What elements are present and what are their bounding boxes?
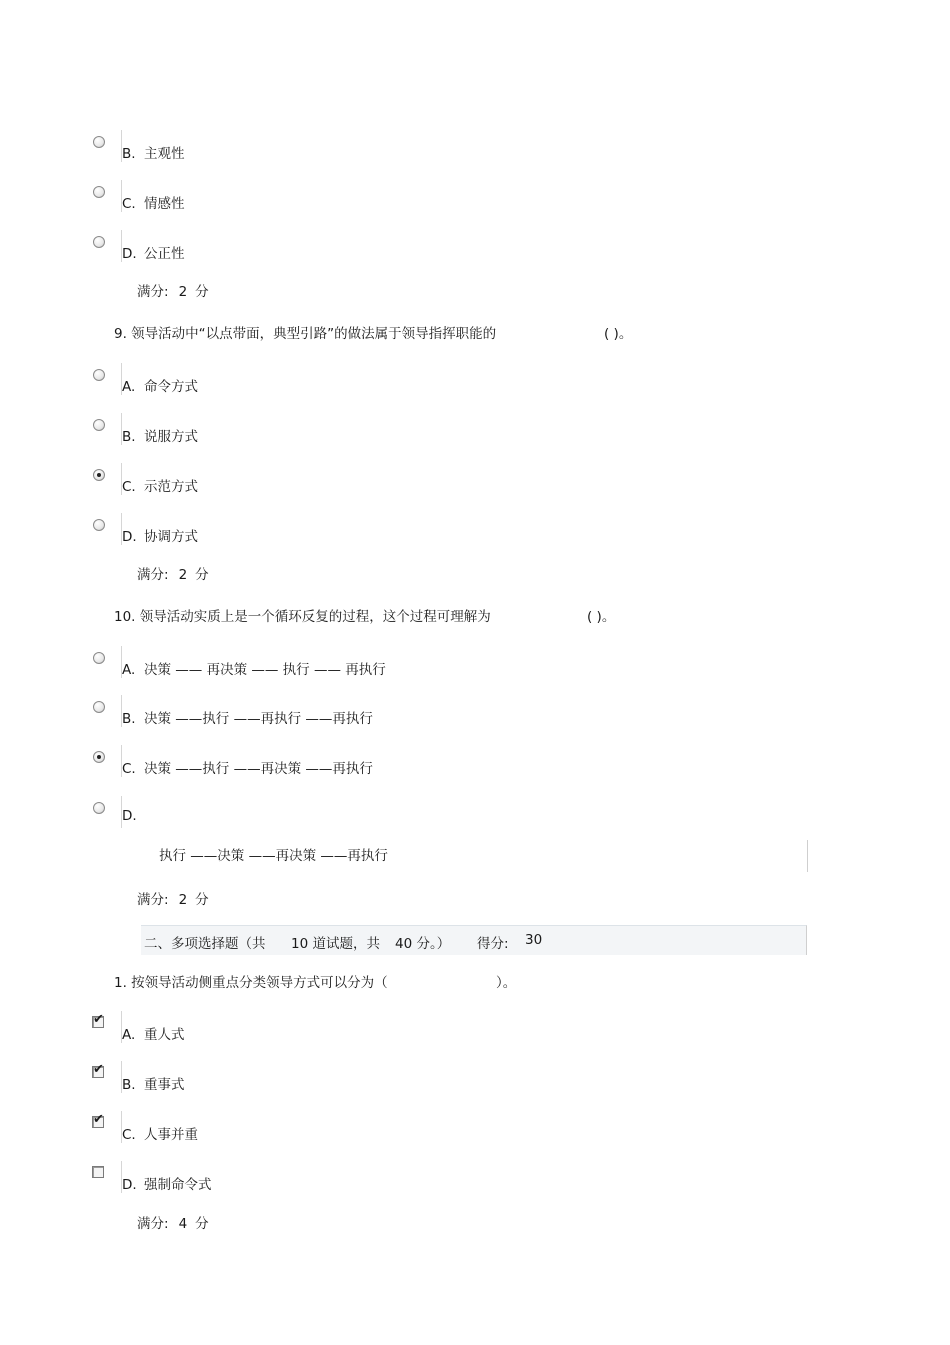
- checkbox-checked-icon: ✔: [93, 1012, 104, 1027]
- section-header-multiple-choice: 二、多项选择题（共 10 道试题，共 40 分。） 得分: 30: [141, 925, 807, 955]
- q10-option-a[interactable]: [0, 646, 950, 686]
- q9-question: 9. 领导活动中“以点带面，典型引路”的做法属于领导指挥职能的: [114, 326, 497, 342]
- q9-option-d-radio[interactable]: [91, 513, 123, 547]
- q9-option-d[interactable]: [0, 513, 950, 553]
- q9-option-c[interactable]: [0, 463, 950, 503]
- option-label: D.: [122, 808, 137, 824]
- radio-icon: [93, 519, 105, 531]
- q8-score: 满分: 2 分: [137, 284, 209, 300]
- q10-option-b-radio[interactable]: [91, 695, 123, 729]
- checkbox-checked-icon: ✔: [93, 1062, 104, 1077]
- mq1-option-a-checkbox[interactable]: [91, 1011, 123, 1045]
- q10-option-c[interactable]: [0, 745, 950, 785]
- radio-selected-icon: [93, 751, 105, 763]
- q8-option-d[interactable]: [0, 230, 950, 270]
- mq1-option-a[interactable]: [0, 1011, 950, 1051]
- q8-option-d-radio[interactable]: [91, 230, 123, 264]
- option-label: C. 示范方式: [122, 479, 198, 495]
- q10-option-c-radio[interactable]: [91, 745, 123, 779]
- radio-icon: [93, 236, 105, 248]
- mq1-option-c-checkbox[interactable]: [91, 1111, 123, 1145]
- q8-option-c-radio[interactable]: [91, 180, 123, 214]
- q8-option-c[interactable]: [0, 180, 950, 220]
- mq1-score: 满分: 4 分: [137, 1216, 209, 1232]
- q9-option-b[interactable]: [0, 413, 950, 453]
- q9-option-a[interactable]: [0, 363, 950, 403]
- q9-option-c-radio[interactable]: [91, 463, 123, 497]
- option-label: C. 情感性: [122, 196, 185, 212]
- checkbox-icon: [92, 1166, 104, 1178]
- radio-selected-icon: [93, 469, 105, 481]
- q9-score: 满分: 2 分: [137, 567, 209, 583]
- option-label: A. 重人式: [122, 1027, 185, 1043]
- option-label: B. 重事式: [122, 1077, 185, 1093]
- q9-answer-paren: ( )。: [604, 326, 633, 342]
- mq1-answer-paren: ）。: [496, 975, 517, 991]
- radio-icon: [93, 369, 105, 381]
- mq1-option-d[interactable]: [0, 1161, 950, 1201]
- radio-icon: [93, 802, 105, 814]
- q10-option-a-radio[interactable]: [91, 646, 123, 680]
- option-label: B. 说服方式: [122, 429, 198, 445]
- q10-option-b[interactable]: [0, 695, 950, 735]
- q9-option-a-radio[interactable]: [91, 363, 123, 397]
- mq1-option-b-checkbox[interactable]: [91, 1061, 123, 1095]
- option-label: B. 决策 ——执行 ——再执行 ——再执行: [122, 711, 373, 727]
- mq1-option-d-checkbox[interactable]: [91, 1161, 123, 1195]
- radio-icon: [93, 701, 105, 713]
- option-label: A. 决策 —— 再决策 —— 执行 —— 再执行: [122, 662, 386, 678]
- mq1-option-b[interactable]: [0, 1061, 950, 1101]
- q10-question: 10. 领导活动实质上是一个循环反复的过程，这个过程可理解为: [114, 609, 491, 625]
- radio-icon: [93, 652, 105, 664]
- option-label: B. 主观性: [122, 146, 185, 162]
- q10-option-d[interactable]: [0, 796, 950, 836]
- radio-icon: [93, 186, 105, 198]
- radio-icon: [93, 419, 105, 431]
- q8-option-b-radio[interactable]: [91, 130, 123, 164]
- option-label: C. 人事并重: [122, 1127, 198, 1143]
- q10-option-d-detail: 执行 ——决策 ——再决策 ——再执行: [141, 840, 808, 872]
- q9-option-b-radio[interactable]: [91, 413, 123, 447]
- option-label: C. 决策 ——执行 ——再决策 ——再执行: [122, 761, 373, 777]
- q8-option-b[interactable]: [0, 130, 950, 170]
- radio-icon: [93, 136, 105, 148]
- mq1-question: 1. 按领导活动侧重点分类领导方式可以分为（: [114, 975, 388, 991]
- q10-option-d-radio[interactable]: [91, 796, 123, 830]
- checkbox-checked-icon: ✔: [93, 1112, 104, 1127]
- q10-score: 满分: 2 分: [137, 892, 209, 908]
- option-label: D. 公正性: [122, 246, 185, 262]
- option-label: D. 协调方式: [122, 529, 198, 545]
- q10-answer-paren: ( )。: [587, 609, 616, 625]
- option-label: A. 命令方式: [122, 379, 198, 395]
- option-label: D. 强制命令式: [122, 1177, 212, 1193]
- mq1-option-c[interactable]: [0, 1111, 950, 1151]
